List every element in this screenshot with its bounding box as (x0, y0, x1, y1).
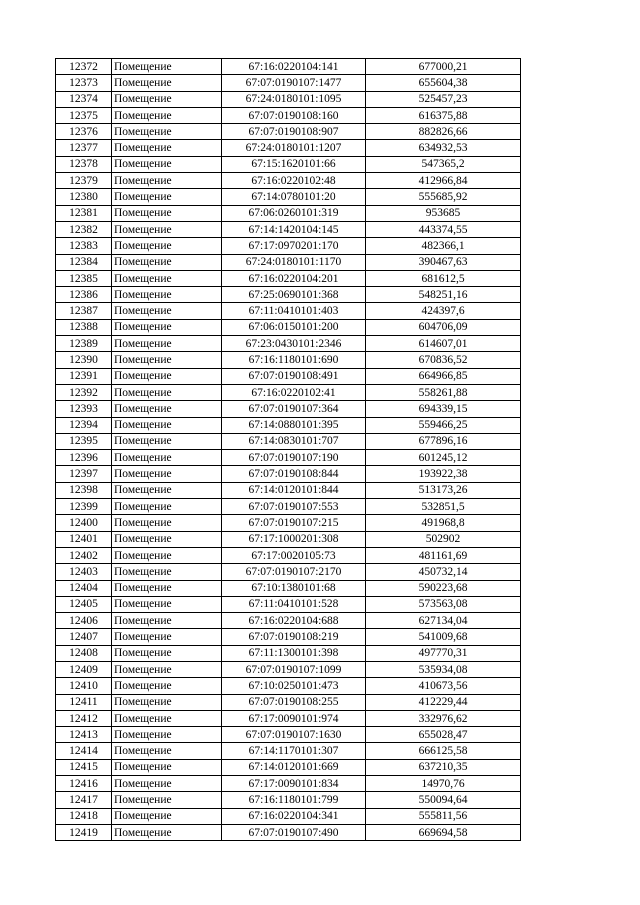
table-row (56, 547, 521, 563)
cadastral-number-cell: 67:07:0190108:907 (222, 124, 366, 140)
cadastral-value-cell: 694339,15 (366, 401, 521, 417)
object-type-cell: Помещение (112, 368, 222, 384)
row-number-cell: 12386 (56, 287, 112, 303)
cadastral-value-cell: 559466,25 (366, 417, 521, 433)
object-type-cell: Помещение (112, 173, 222, 189)
cadastral-number-cell: 67:14:0780101:20 (222, 189, 366, 205)
cadastral-value-cell: 412966,84 (366, 173, 521, 189)
row-number-cell: 12395 (56, 433, 112, 449)
cadastral-number-cell: 67:07:0190107:1099 (222, 661, 366, 677)
cadastral-number-cell: 67:24:0180101:1207 (222, 140, 366, 156)
cadastral-number-cell: 67:07:0190107:553 (222, 499, 366, 515)
cadastral-value-cell: 443374,55 (366, 221, 521, 237)
registry-table (55, 58, 521, 841)
table-row (56, 824, 521, 840)
object-type-cell: Помещение (112, 287, 222, 303)
cadastral-number-cell: 67:23:0430101:2346 (222, 336, 366, 352)
cadastral-number-cell: 67:17:0970201:170 (222, 238, 366, 254)
row-number-cell: 12384 (56, 254, 112, 270)
row-number-cell: 12413 (56, 727, 112, 743)
cadastral-value-cell: 634932,53 (366, 140, 521, 156)
table-row (56, 336, 521, 352)
cadastral-value-cell: 502902 (366, 531, 521, 547)
cadastral-value-cell: 532851,5 (366, 499, 521, 515)
row-number-cell: 12416 (56, 776, 112, 792)
cadastral-value-cell: 541009,68 (366, 629, 521, 645)
table-row (56, 221, 521, 237)
row-number-cell: 12412 (56, 710, 112, 726)
object-type-cell: Помещение (112, 75, 222, 91)
table-row (56, 531, 521, 547)
object-type-cell: Помещение (112, 792, 222, 808)
row-number-cell: 12400 (56, 515, 112, 531)
cadastral-number-cell: 67:17:1000201:308 (222, 531, 366, 547)
cadastral-number-cell: 67:10:1380101:68 (222, 580, 366, 596)
table-row (56, 564, 521, 580)
cadastral-value-cell: 953685 (366, 205, 521, 221)
cadastral-value-cell: 555811,56 (366, 808, 521, 824)
object-type-cell: Помещение (112, 759, 222, 775)
cadastral-value-cell: 627134,04 (366, 613, 521, 629)
cadastral-number-cell: 67:24:0180101:1170 (222, 254, 366, 270)
row-number-cell: 12417 (56, 792, 112, 808)
cadastral-value-cell: 332976,62 (366, 710, 521, 726)
cadastral-number-cell: 67:14:0880101:395 (222, 417, 366, 433)
object-type-cell: Помещение (112, 547, 222, 563)
table-row (56, 156, 521, 172)
cadastral-number-cell: 67:16:0220104:688 (222, 613, 366, 629)
object-type-cell: Помещение (112, 531, 222, 547)
table-row (56, 661, 521, 677)
cadastral-number-cell: 67:14:1170101:307 (222, 743, 366, 759)
object-type-cell: Помещение (112, 808, 222, 824)
object-type-cell: Помещение (112, 59, 222, 75)
table-row (56, 124, 521, 140)
row-number-cell: 12376 (56, 124, 112, 140)
table-row (56, 613, 521, 629)
object-type-cell: Помещение (112, 678, 222, 694)
cadastral-number-cell: 67:14:0120101:844 (222, 482, 366, 498)
object-type-cell: Помещение (112, 776, 222, 792)
table-row (56, 808, 521, 824)
table-row (56, 287, 521, 303)
table-row (56, 319, 521, 335)
cadastral-number-cell: 67:07:0190107:1630 (222, 727, 366, 743)
row-number-cell: 12403 (56, 564, 112, 580)
object-type-cell: Помещение (112, 107, 222, 123)
cadastral-number-cell: 67:17:0090101:834 (222, 776, 366, 792)
row-number-cell: 12399 (56, 499, 112, 515)
table-row (56, 270, 521, 286)
cadastral-number-cell: 67:16:1180101:690 (222, 352, 366, 368)
cadastral-value-cell: 525457,23 (366, 91, 521, 107)
row-number-cell: 12408 (56, 645, 112, 661)
object-type-cell: Помещение (112, 352, 222, 368)
table-row (56, 368, 521, 384)
cadastral-value-cell: 481161,69 (366, 547, 521, 563)
cadastral-value-cell: 390467,63 (366, 254, 521, 270)
cadastral-number-cell: 67:11:0410101:528 (222, 596, 366, 612)
cadastral-value-cell: 573563,08 (366, 596, 521, 612)
table-row (56, 384, 521, 400)
cadastral-number-cell: 67:07:0190107:1477 (222, 75, 366, 91)
row-number-cell: 12383 (56, 238, 112, 254)
table-row (56, 140, 521, 156)
table-row (56, 433, 521, 449)
cadastral-number-cell: 67:14:0830101:707 (222, 433, 366, 449)
object-type-cell: Помещение (112, 743, 222, 759)
cadastral-number-cell: 67:07:0190108:219 (222, 629, 366, 645)
cadastral-number-cell: 67:07:0190107:364 (222, 401, 366, 417)
row-number-cell: 12390 (56, 352, 112, 368)
table-row (56, 580, 521, 596)
table-row (56, 303, 521, 319)
object-type-cell: Помещение (112, 124, 222, 140)
table-row (56, 75, 521, 91)
row-number-cell: 12398 (56, 482, 112, 498)
cadastral-value-cell: 614607,01 (366, 336, 521, 352)
cadastral-value-cell: 497770,31 (366, 645, 521, 661)
table-row (56, 694, 521, 710)
cadastral-number-cell: 67:07:0190107:215 (222, 515, 366, 531)
cadastral-number-cell: 67:16:1180101:799 (222, 792, 366, 808)
row-number-cell: 12407 (56, 629, 112, 645)
cadastral-value-cell: 655604,38 (366, 75, 521, 91)
row-number-cell: 12373 (56, 75, 112, 91)
cadastral-number-cell: 67:14:0120101:669 (222, 759, 366, 775)
cadastral-value-cell: 410673,56 (366, 678, 521, 694)
row-number-cell: 12379 (56, 173, 112, 189)
row-number-cell: 12381 (56, 205, 112, 221)
row-number-cell: 12393 (56, 401, 112, 417)
cadastral-value-cell: 590223,68 (366, 580, 521, 596)
object-type-cell: Помещение (112, 156, 222, 172)
cadastral-value-cell: 412229,44 (366, 694, 521, 710)
table-row (56, 678, 521, 694)
table-row (56, 254, 521, 270)
cadastral-value-cell: 491968,8 (366, 515, 521, 531)
table-row (56, 499, 521, 515)
row-number-cell: 12396 (56, 450, 112, 466)
table-row (56, 91, 521, 107)
table-row (56, 417, 521, 433)
object-type-cell: Помещение (112, 238, 222, 254)
row-number-cell: 12404 (56, 580, 112, 596)
cadastral-number-cell: 67:07:0190107:2170 (222, 564, 366, 580)
table-row (56, 189, 521, 205)
object-type-cell: Помещение (112, 824, 222, 840)
table-row (56, 59, 521, 75)
row-number-cell: 12387 (56, 303, 112, 319)
cadastral-number-cell: 67:16:0220104:141 (222, 59, 366, 75)
object-type-cell: Помещение (112, 401, 222, 417)
cadastral-value-cell: 669694,58 (366, 824, 521, 840)
object-type-cell: Помещение (112, 727, 222, 743)
table-row (56, 466, 521, 482)
table-row (56, 107, 521, 123)
cadastral-value-cell: 535934,08 (366, 661, 521, 677)
object-type-cell: Помещение (112, 629, 222, 645)
row-number-cell: 12397 (56, 466, 112, 482)
cadastral-number-cell: 67:16:0220102:41 (222, 384, 366, 400)
row-number-cell: 12410 (56, 678, 112, 694)
row-number-cell: 12388 (56, 319, 112, 335)
cadastral-value-cell: 681612,5 (366, 270, 521, 286)
cadastral-value-cell: 616375,88 (366, 107, 521, 123)
table-row (56, 352, 521, 368)
row-number-cell: 12392 (56, 384, 112, 400)
object-type-cell: Помещение (112, 140, 222, 156)
table-row (56, 629, 521, 645)
object-type-cell: Помещение (112, 564, 222, 580)
cadastral-value-cell: 424397,6 (366, 303, 521, 319)
row-number-cell: 12372 (56, 59, 112, 75)
table-row (56, 482, 521, 498)
object-type-cell: Помещение (112, 515, 222, 531)
cadastral-value-cell: 604706,09 (366, 319, 521, 335)
row-number-cell: 12414 (56, 743, 112, 759)
table-row (56, 515, 521, 531)
object-type-cell: Помещение (112, 466, 222, 482)
object-type-cell: Помещение (112, 270, 222, 286)
object-type-cell: Помещение (112, 319, 222, 335)
object-type-cell: Помещение (112, 645, 222, 661)
row-number-cell: 12402 (56, 547, 112, 563)
cadastral-value-cell: 666125,58 (366, 743, 521, 759)
cadastral-value-cell: 555685,92 (366, 189, 521, 205)
row-number-cell: 12378 (56, 156, 112, 172)
cadastral-number-cell: 67:16:0220102:48 (222, 173, 366, 189)
cadastral-value-cell: 14970,76 (366, 776, 521, 792)
table-row (56, 173, 521, 189)
cadastral-value-cell: 655028,47 (366, 727, 521, 743)
cadastral-value-cell: 513173,26 (366, 482, 521, 498)
table-row (56, 727, 521, 743)
cadastral-number-cell: 67:11:0410101:403 (222, 303, 366, 319)
row-number-cell: 12382 (56, 221, 112, 237)
row-number-cell: 12415 (56, 759, 112, 775)
cadastral-value-cell: 550094,64 (366, 792, 521, 808)
cadastral-number-cell: 67:07:0190108:255 (222, 694, 366, 710)
object-type-cell: Помещение (112, 482, 222, 498)
cadastral-number-cell: 67:10:0250101:473 (222, 678, 366, 694)
row-number-cell: 12391 (56, 368, 112, 384)
row-number-cell: 12418 (56, 808, 112, 824)
object-type-cell: Помещение (112, 91, 222, 107)
cadastral-number-cell: 67:07:0190108:160 (222, 107, 366, 123)
cadastral-number-cell: 67:07:0190107:190 (222, 450, 366, 466)
table-row (56, 792, 521, 808)
cadastral-value-cell: 637210,35 (366, 759, 521, 775)
cadastral-number-cell: 67:07:0190108:844 (222, 466, 366, 482)
object-type-cell: Помещение (112, 336, 222, 352)
cadastral-value-cell: 450732,14 (366, 564, 521, 580)
cadastral-value-cell: 548251,16 (366, 287, 521, 303)
object-type-cell: Помещение (112, 221, 222, 237)
cadastral-value-cell: 670836,52 (366, 352, 521, 368)
row-number-cell: 12419 (56, 824, 112, 840)
object-type-cell: Помещение (112, 580, 222, 596)
row-number-cell: 12405 (56, 596, 112, 612)
table-row (56, 450, 521, 466)
row-number-cell: 12401 (56, 531, 112, 547)
cadastral-number-cell: 67:06:0150101:200 (222, 319, 366, 335)
cadastral-value-cell: 664966,85 (366, 368, 521, 384)
cadastral-number-cell: 67:07:0190107:490 (222, 824, 366, 840)
row-number-cell: 12409 (56, 661, 112, 677)
table-row (56, 596, 521, 612)
table-row (56, 710, 521, 726)
table-row (56, 205, 521, 221)
object-type-cell: Помещение (112, 205, 222, 221)
object-type-cell: Помещение (112, 433, 222, 449)
object-type-cell: Помещение (112, 694, 222, 710)
row-number-cell: 12374 (56, 91, 112, 107)
table-row (56, 759, 521, 775)
object-type-cell: Помещение (112, 661, 222, 677)
object-type-cell: Помещение (112, 189, 222, 205)
object-type-cell: Помещение (112, 613, 222, 629)
table-row (56, 743, 521, 759)
cadastral-value-cell: 193922,38 (366, 466, 521, 482)
table-row (56, 776, 521, 792)
cadastral-number-cell: 67:15:1620101:66 (222, 156, 366, 172)
cadastral-number-cell: 67:24:0180101:1095 (222, 91, 366, 107)
row-number-cell: 12411 (56, 694, 112, 710)
object-type-cell: Помещение (112, 303, 222, 319)
object-type-cell: Помещение (112, 450, 222, 466)
table-row (56, 401, 521, 417)
object-type-cell: Помещение (112, 384, 222, 400)
object-type-cell: Помещение (112, 417, 222, 433)
cadastral-number-cell: 67:16:0220104:341 (222, 808, 366, 824)
cadastral-number-cell: 67:16:0220104:201 (222, 270, 366, 286)
object-type-cell: Помещение (112, 596, 222, 612)
row-number-cell: 12377 (56, 140, 112, 156)
registry-table-body (56, 59, 521, 841)
table-row (56, 238, 521, 254)
cadastral-number-cell: 67:06:0260101:319 (222, 205, 366, 221)
row-number-cell: 12406 (56, 613, 112, 629)
cadastral-number-cell: 67:25:0690101:368 (222, 287, 366, 303)
cadastral-value-cell: 677000,21 (366, 59, 521, 75)
table-row (56, 645, 521, 661)
row-number-cell: 12380 (56, 189, 112, 205)
row-number-cell: 12389 (56, 336, 112, 352)
cadastral-number-cell: 67:11:1300101:398 (222, 645, 366, 661)
object-type-cell: Помещение (112, 499, 222, 515)
cadastral-number-cell: 67:17:0020105:73 (222, 547, 366, 563)
cadastral-value-cell: 558261,88 (366, 384, 521, 400)
cadastral-number-cell: 67:07:0190108:491 (222, 368, 366, 384)
cadastral-value-cell: 677896,16 (366, 433, 521, 449)
row-number-cell: 12385 (56, 270, 112, 286)
cadastral-number-cell: 67:14:1420104:145 (222, 221, 366, 237)
object-type-cell: Помещение (112, 254, 222, 270)
cadastral-value-cell: 601245,12 (366, 450, 521, 466)
cadastral-number-cell: 67:17:0090101:974 (222, 710, 366, 726)
cadastral-value-cell: 547365,2 (366, 156, 521, 172)
object-type-cell: Помещение (112, 710, 222, 726)
cadastral-value-cell: 882826,66 (366, 124, 521, 140)
row-number-cell: 12375 (56, 107, 112, 123)
row-number-cell: 12394 (56, 417, 112, 433)
cadastral-value-cell: 482366,1 (366, 238, 521, 254)
